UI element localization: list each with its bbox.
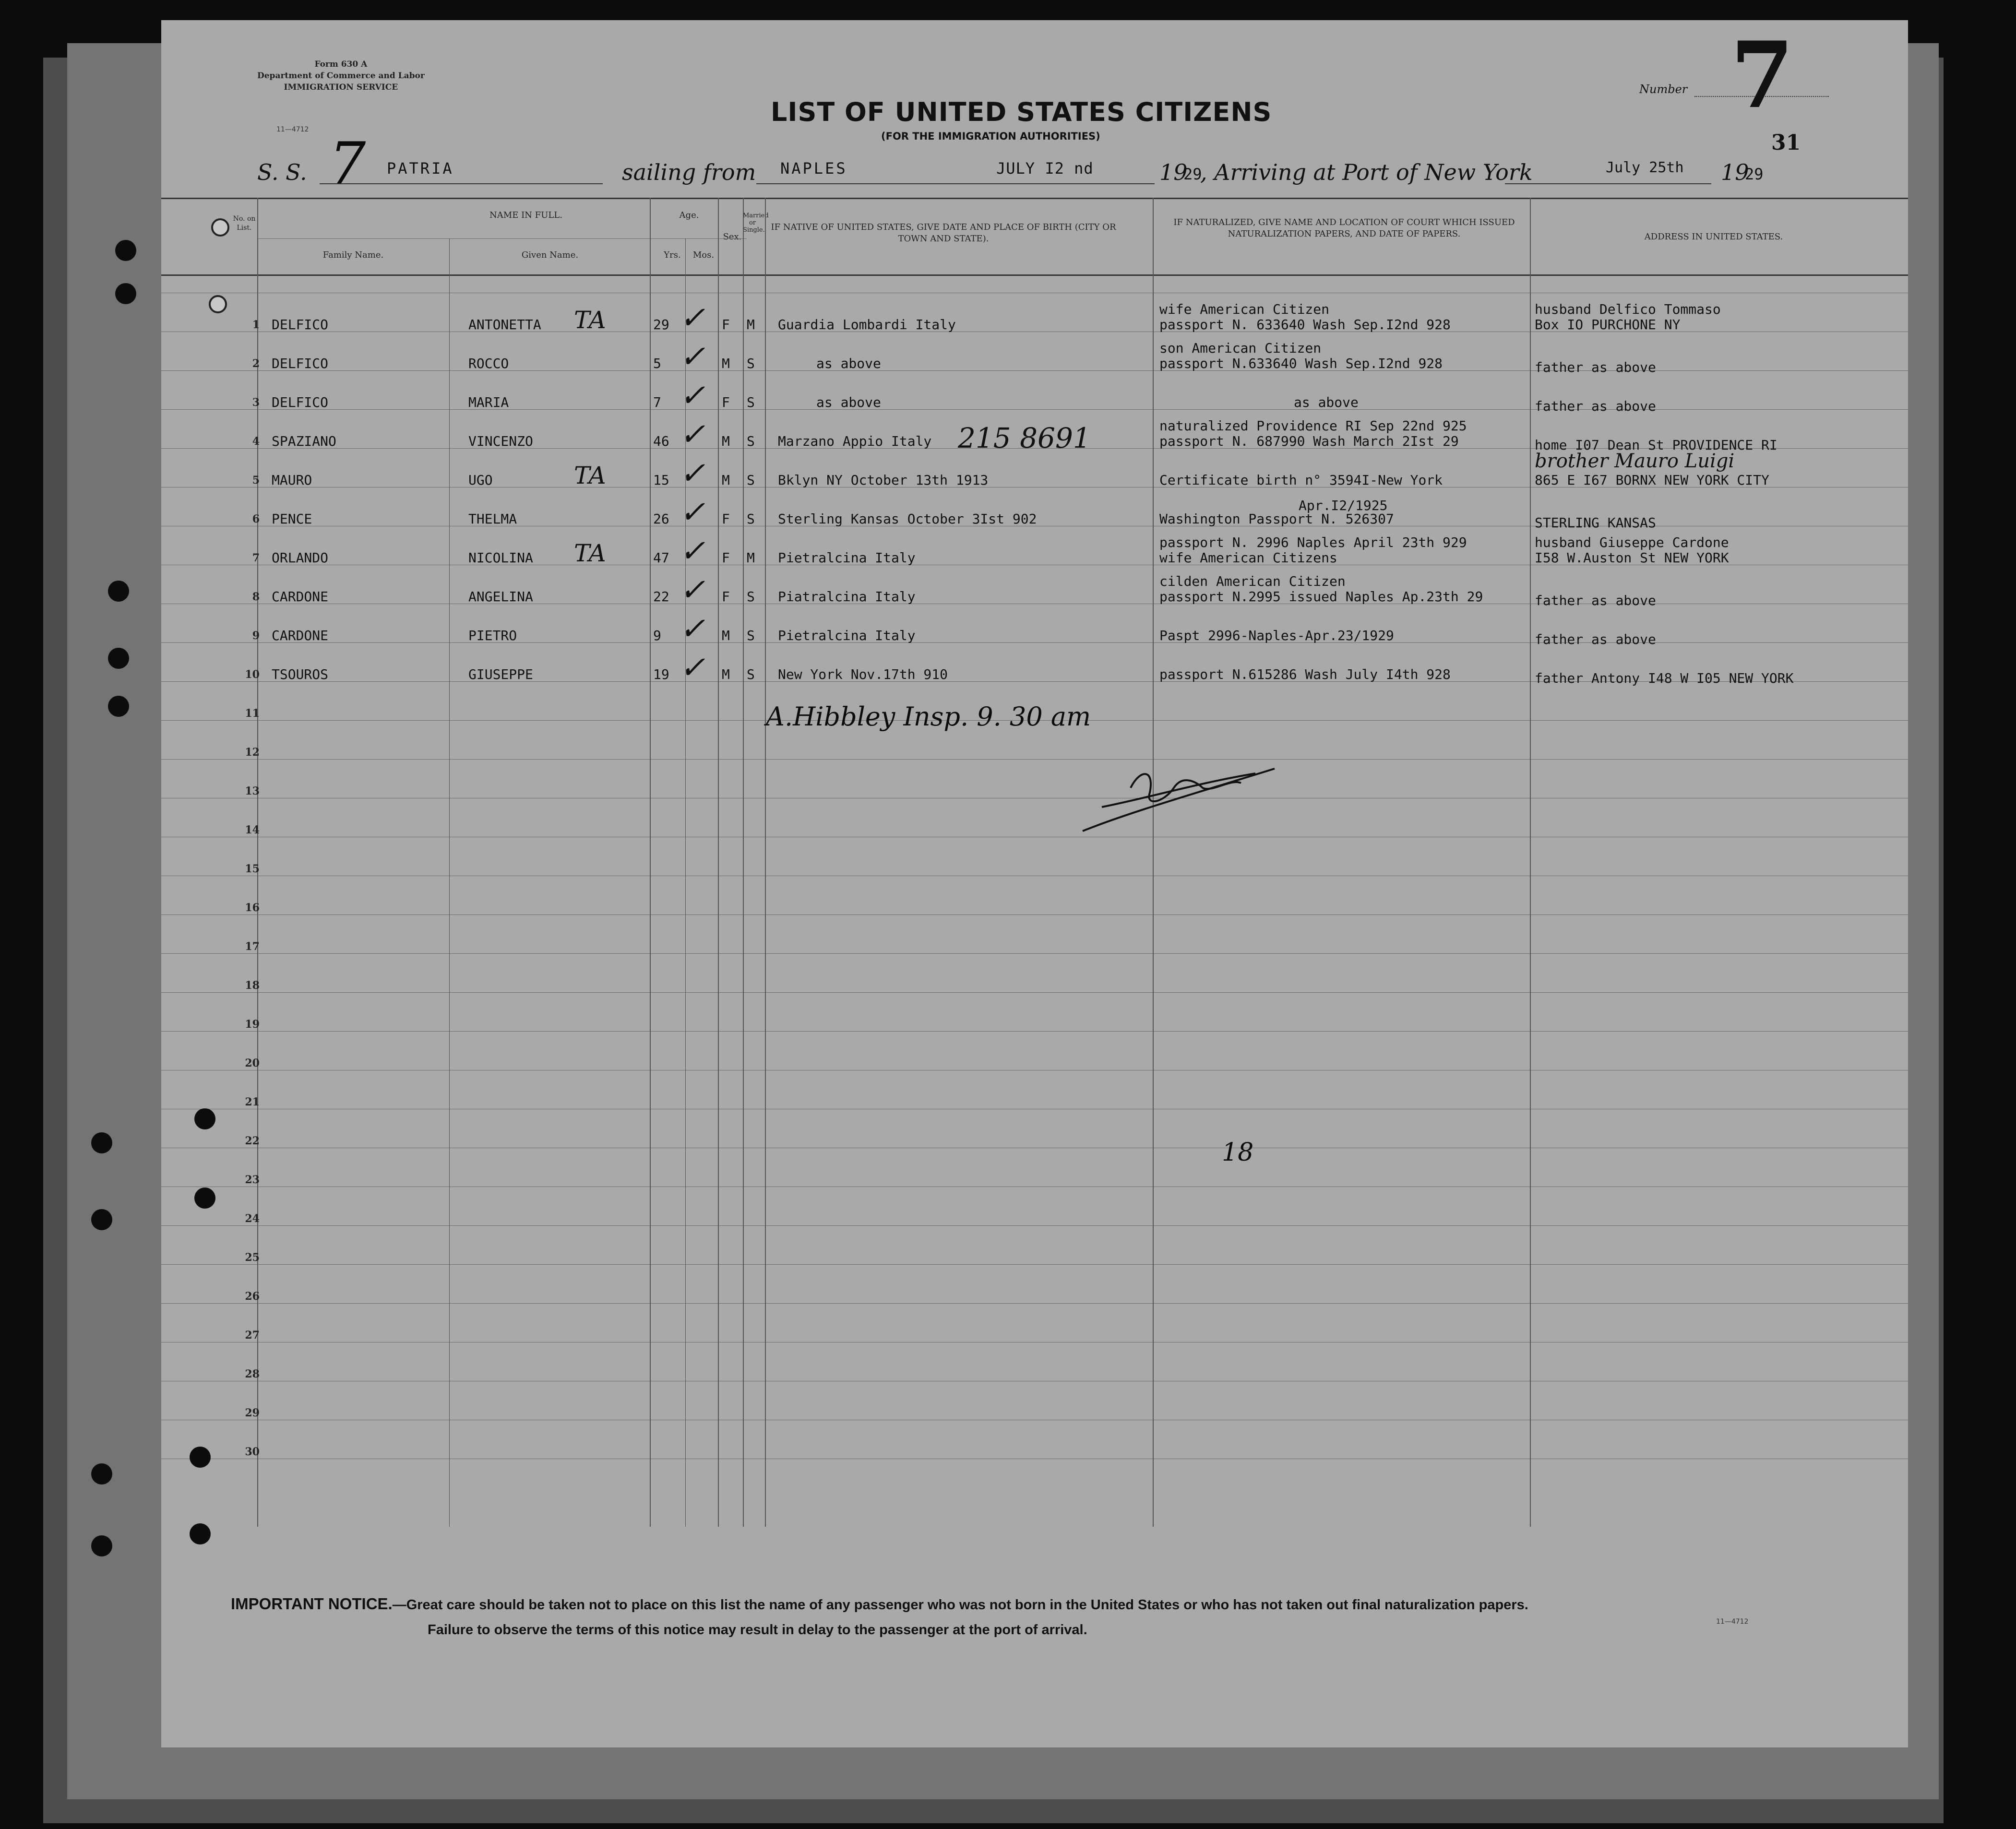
header-family-name: Family Name. — [322, 250, 384, 260]
page-number: 31 — [1771, 131, 1801, 155]
address: father as above — [1535, 359, 1656, 375]
inspector-signature — [1073, 740, 1284, 836]
check-mark: ✓ — [680, 534, 705, 569]
binder-hole — [91, 1132, 112, 1153]
age-years: 15 — [653, 472, 669, 488]
naturalization-info: Washington Passport N. 526307 — [1159, 511, 1394, 527]
naturalization-info: passport N.615286 Wash July I4th 928 — [1159, 666, 1451, 682]
given-name: VINCENZO — [468, 433, 533, 449]
ship-name: PATRIA — [387, 159, 454, 178]
family-name: DELFICO — [272, 317, 329, 333]
row-number: 15 — [245, 863, 260, 875]
birth-info: New York Nov.17th 910 — [778, 666, 948, 682]
row-number: 28 — [245, 1368, 260, 1380]
address: husband Giuseppe Cardone — [1535, 534, 1729, 550]
column-divider — [1153, 198, 1154, 1527]
row-number: 20 — [245, 1057, 260, 1069]
marital-status: M — [747, 550, 755, 566]
notice-line-1 — [231, 1591, 1862, 1617]
sex: M — [722, 356, 730, 371]
row-number: 1 — [252, 319, 260, 331]
check-mark: ✓ — [680, 495, 705, 530]
manifest-sheet — [161, 20, 1908, 1747]
handwritten-mark: TA — [574, 539, 606, 567]
naturalization-info: Certificate birth n° 3594I-New York — [1159, 472, 1443, 488]
row-number: 13 — [245, 785, 260, 797]
row-number: 21 — [245, 1096, 260, 1108]
column-divider — [743, 198, 744, 1527]
naturalization-info: passport N. 633640 Wash Sep.I2nd 928 — [1159, 317, 1451, 333]
given-name: ROCCO — [468, 356, 509, 371]
check-mark: ✓ — [680, 378, 705, 414]
port-fill-line — [756, 183, 1155, 184]
given-name: ANGELINA — [468, 589, 533, 605]
handwritten-mark: TA — [574, 306, 606, 334]
year-prefix-from: 19 — [1159, 159, 1188, 185]
binder-hole — [91, 1209, 112, 1230]
list-number-value: 7 — [1730, 22, 1794, 129]
header-age-years: Yrs. — [664, 250, 681, 260]
binder-hole — [194, 1188, 215, 1209]
row-number: 3 — [252, 396, 260, 409]
naturalization-info: wife American Citizens — [1159, 550, 1337, 566]
row-rule — [161, 1264, 1908, 1265]
birth-info: Pietralcina Italy — [778, 550, 916, 566]
header-age-months: Mos. — [692, 250, 715, 260]
row-number: 8 — [252, 591, 260, 603]
check-mark: ✓ — [680, 650, 705, 686]
row-number: 16 — [245, 902, 260, 914]
birth-info: Bklyn NY October 13th 1913 — [778, 472, 989, 488]
naturalization-info: naturalized Providence RI Sep 22nd 925 — [1159, 418, 1467, 434]
header-married-single: Married or Single. — [743, 212, 769, 234]
row-rule — [161, 1031, 1908, 1032]
sex: F — [722, 511, 730, 527]
ss-handwritten-number: 7 — [329, 131, 366, 197]
marital-status: S — [747, 511, 755, 527]
sailing-from-label: sailing from — [622, 159, 756, 185]
name-header-rule — [257, 238, 747, 239]
age-years: 9 — [653, 628, 661, 643]
naturalization-info: passport N. 687990 Wash March 2Ist 29 — [1159, 433, 1459, 449]
row-number: 7 — [252, 552, 260, 564]
arrival-fill-line — [1505, 183, 1711, 184]
row-number: 17 — [245, 940, 260, 953]
form-department: Department of Commerce and Labor — [257, 71, 425, 81]
header-bottom-rule — [161, 274, 1908, 276]
handwritten-mark: TA — [574, 462, 606, 489]
age-years: 22 — [653, 589, 669, 605]
check-mark: ✓ — [680, 300, 705, 336]
check-mark: ✓ — [680, 611, 705, 647]
check-mark: ✓ — [680, 339, 705, 375]
row-number: 22 — [245, 1135, 260, 1147]
departure-year: 29 — [1183, 165, 1202, 183]
handwritten-address-note: brother Mauro Luigi — [1535, 450, 1735, 472]
birth-info: as above — [816, 356, 881, 371]
family-name: DELFICO — [272, 394, 329, 410]
address: husband Delfico Tommaso — [1535, 301, 1721, 317]
family-name: PENCE — [272, 511, 312, 527]
given-name: THELMA — [468, 511, 517, 527]
departure-date: JULY I2 nd — [996, 159, 1094, 178]
row-number: 9 — [252, 629, 260, 642]
row-rule — [161, 1225, 1908, 1226]
address: father as above — [1535, 631, 1656, 647]
birth-info: Guardia Lombardi Italy — [778, 317, 956, 333]
marital-status: S — [747, 666, 755, 682]
table-top-rule — [161, 198, 1908, 199]
header-age: Age. — [679, 210, 699, 220]
ss-label: S. S. — [257, 159, 307, 185]
naturalization-info: cilden American Citizen — [1159, 573, 1346, 589]
list-number-label: Number — [1639, 83, 1688, 96]
mid-page-annotation: 18 — [1222, 1138, 1254, 1167]
marital-status: M — [747, 317, 755, 333]
arriving-label: , Arriving at Port of New York — [1200, 159, 1533, 185]
age-years: 47 — [653, 550, 669, 566]
row-number: 19 — [245, 1018, 260, 1031]
given-name: NICOLINA — [468, 550, 533, 566]
marital-status: S — [747, 628, 755, 643]
binder-hole — [115, 240, 136, 261]
birth-info: Pietralcina Italy — [778, 628, 916, 643]
header-address: ADDRESS IN UNITED STATES. — [1644, 232, 1783, 242]
given-name: GIUSEPPE — [468, 666, 533, 682]
binder-hole — [91, 1535, 112, 1556]
binder-hole — [115, 283, 136, 304]
marital-status: S — [747, 394, 755, 410]
naturalization-info: passport N.2995 issued Naples Ap.23th 29 — [1159, 589, 1483, 605]
sex: F — [722, 589, 730, 605]
age-years: 29 — [653, 317, 669, 333]
row-number: 10 — [245, 668, 260, 681]
header-no-on-list: No. on List. — [233, 215, 256, 232]
row-number: 23 — [245, 1174, 260, 1186]
form-reference-top: 11—4712 — [276, 126, 309, 133]
row-number: 12 — [245, 746, 260, 759]
departure-port: NAPLES — [780, 159, 847, 178]
family-name: MAURO — [272, 472, 312, 488]
header-name-in-full: NAME IN FULL. — [489, 210, 562, 220]
marital-status: S — [747, 472, 755, 488]
age-years: 26 — [653, 511, 669, 527]
handwritten-number: 215 8691 — [958, 422, 1091, 454]
check-mark: ✓ — [680, 456, 705, 491]
binder-hole — [108, 648, 129, 669]
notice-label: IMPORTANT NOTICE. — [231, 1595, 393, 1613]
form-service: IMMIGRATION SERVICE — [284, 83, 398, 92]
inspector-annotation: A.Hibbley Insp. 9. 30 am — [766, 701, 1091, 732]
naturalization-info: passport N.633640 Wash Sep.I2nd 928 — [1159, 356, 1443, 371]
sex: M — [722, 666, 730, 682]
row-number: 30 — [245, 1446, 260, 1458]
row-number: 4 — [252, 435, 260, 448]
given-name: ANTONETTA — [468, 317, 541, 333]
address: I58 W.Auston St NEW YORK — [1535, 550, 1729, 566]
page-subtitle: (FOR THE IMMIGRATION AUTHORITIES) — [881, 131, 1100, 142]
row-number: 24 — [245, 1212, 260, 1225]
age-years: 46 — [653, 433, 669, 449]
form-identifier — [257, 59, 425, 93]
check-mark: ✓ — [680, 417, 705, 452]
row-number: 25 — [245, 1251, 260, 1264]
column-divider — [449, 238, 450, 1527]
naturalization-info: as above — [1294, 394, 1359, 410]
column-divider — [718, 198, 719, 1527]
given-name: PIETRO — [468, 628, 517, 643]
naturalization-info: passport N. 2996 Naples April 23th 929 — [1159, 534, 1467, 550]
column-divider — [765, 198, 766, 1527]
address: STERLING KANSAS — [1535, 515, 1656, 531]
marital-status: S — [747, 433, 755, 449]
sex: M — [722, 628, 730, 643]
row-number: 29 — [245, 1407, 260, 1419]
year-prefix-arrive: 19 — [1721, 159, 1749, 185]
ship-fill-line — [320, 183, 603, 184]
binder-hole — [91, 1463, 112, 1485]
column-divider — [1530, 198, 1531, 1527]
row-number: 2 — [252, 357, 260, 370]
row-rule — [161, 1303, 1908, 1304]
form-reference-bottom: 11—4712 — [1716, 1618, 1749, 1626]
punch-hole — [211, 218, 229, 237]
marital-status: S — [747, 589, 755, 605]
family-name: CARDONE — [272, 589, 329, 605]
binder-hole — [108, 696, 129, 717]
column-divider — [650, 198, 651, 1527]
naturalization-info: Paspt 2996-Naples-Apr.23/1929 — [1159, 628, 1394, 643]
form-number: Form 630 A — [314, 59, 368, 69]
header-given-name: Given Name. — [521, 250, 579, 260]
naturalization-info: son American Citizen — [1159, 340, 1322, 356]
check-mark: ✓ — [680, 572, 705, 608]
naturalization-date-annotation: Apr.I2/1925 — [1299, 498, 1388, 513]
binder-hole — [194, 1108, 215, 1129]
punch-hole — [209, 295, 227, 313]
row-number: 6 — [252, 513, 260, 525]
arrival-date: July 25th — [1606, 159, 1684, 176]
age-years: 5 — [653, 356, 661, 371]
arrival-year: 29 — [1745, 165, 1764, 183]
birth-info: Piatralcina Italy — [778, 589, 916, 605]
family-name: SPAZIANO — [272, 433, 336, 449]
row-number: 5 — [252, 474, 260, 487]
given-name: MARIA — [468, 394, 509, 410]
family-name: TSOUROS — [272, 666, 329, 682]
birth-info: Sterling Kansas October 3Ist 902 — [778, 511, 1037, 527]
row-rule — [161, 953, 1908, 954]
sex: F — [722, 317, 730, 333]
address: home I07 Dean St PROVIDENCE RI — [1535, 437, 1777, 453]
row-number: 18 — [245, 979, 260, 992]
sex: F — [722, 394, 730, 410]
header-sex: Sex. — [723, 232, 742, 242]
age-years: 19 — [653, 666, 669, 682]
address: father as above — [1535, 593, 1656, 608]
header-naturalization-info: IF NATURALIZED, GIVE NAME AND LOCATION OF COURT WHICH ISSUED NATURALIZATION PAPERS, AND DATE OF PAPERS. — [1173, 217, 1515, 239]
sex: M — [722, 433, 730, 449]
page-title: LIST OF UNITED STATES CITIZENS — [771, 97, 1272, 127]
age-years: 7 — [653, 394, 661, 410]
binder-hole — [108, 581, 129, 602]
sex: M — [722, 472, 730, 488]
address: father as above — [1535, 398, 1656, 414]
row-number: 14 — [245, 824, 260, 836]
row-number: 27 — [245, 1329, 260, 1342]
birth-info: as above — [816, 394, 881, 410]
row-rule — [161, 759, 1908, 760]
row-rule — [161, 992, 1908, 993]
marital-status: S — [747, 356, 755, 371]
notice-text-1: —Great care should be taken not to place on this list the name of any passenger who was not born in the United States or who has not taken out final naturalization papers. — [392, 1597, 1528, 1613]
binder-hole — [190, 1523, 211, 1544]
important-notice — [231, 1591, 1862, 1642]
notice-text-2: Failure to observe the terms of this notice may result in delay to the passenger at the port of arrival. — [428, 1622, 1087, 1638]
address: father Antony I48 W I05 NEW YORK — [1535, 670, 1794, 686]
given-name: UGO — [468, 472, 493, 488]
row-number: 11 — [245, 707, 260, 720]
family-name: CARDONE — [272, 628, 329, 643]
naturalization-info: wife American Citizen — [1159, 301, 1330, 317]
address: 865 E I67 BORNX NEW YORK CITY — [1535, 472, 1769, 488]
row-rule — [161, 914, 1908, 915]
birth-info: Marzano Appio Italy — [778, 433, 932, 449]
sex: F — [722, 550, 730, 566]
address: Box IO PURCHONE NY — [1535, 317, 1681, 333]
family-name: ORLANDO — [272, 550, 329, 566]
binder-hole — [190, 1447, 211, 1468]
row-number: 26 — [245, 1290, 260, 1303]
family-name: DELFICO — [272, 356, 329, 371]
header-birth-info: IF NATIVE OF UNITED STATES, GIVE DATE AND PLACE OF BIRTH (CITY OR TOWN AND STATE). — [771, 222, 1116, 244]
